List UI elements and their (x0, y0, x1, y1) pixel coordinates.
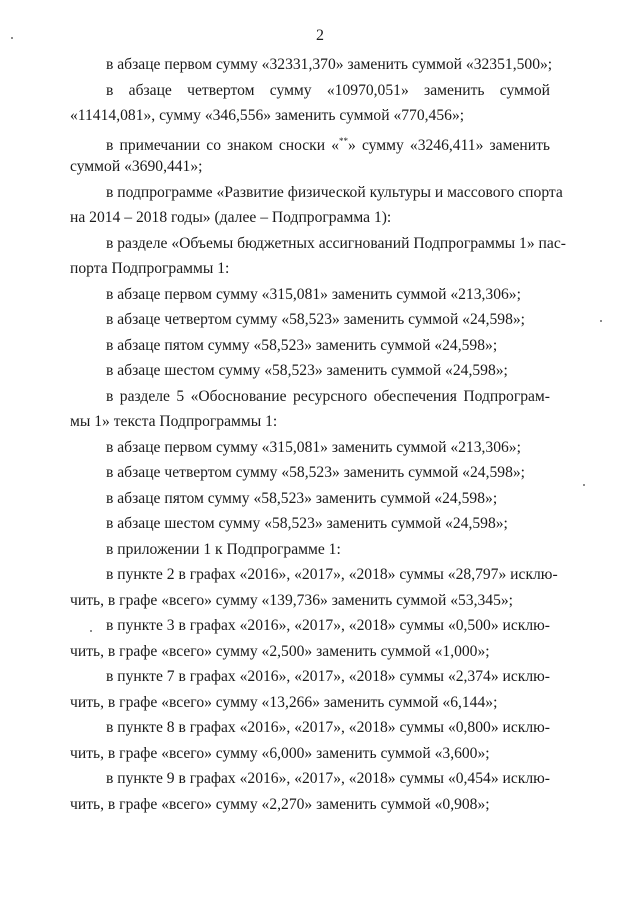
paragraph-line: в абзаце четвертом сумму «10970,051» заменить суммой (106, 81, 550, 99)
line-text: » сумму «3246,411» заменить (348, 136, 550, 154)
document-body (70, 52, 566, 817)
paragraph-line: в пункте 2 в графах «2016», «2017», «2018» суммы «28,797» исклю- (106, 566, 558, 583)
paragraph-line: в абзаце шестом сумму «58,523» заменить суммой «24,598»; (106, 362, 508, 379)
paragraph-line: в пункте 3 в графах «2016», «2017», «2018» суммы «0,500» исклю- (106, 617, 550, 634)
paragraph-line: порта Подпрограммы 1: (70, 260, 230, 277)
paragraph-line: на 2014 – 2018 годы» (далее – Подпрограмма 1): (70, 209, 392, 226)
paragraph-line: мы 1» текста Подпрограммы 1: (70, 413, 278, 430)
paragraph-line: в абзаце первом сумму «315,081» заменить суммой «213,306»; (106, 285, 521, 303)
paragraph-line: «11414,081», сумму «346,556» заменить суммой «770,456»; (70, 107, 465, 124)
line-text: в примечании со знаком сноски « (106, 136, 340, 154)
paragraph-line: в абзаце первом сумму «315,081» заменить суммой «213,306»; (106, 438, 521, 456)
paragraph-line: в пункте 8 в графах «2016», «2017», «2018» суммы «0,800» исклю- (106, 719, 550, 736)
paragraph-line: в абзаце пятом сумму «58,523» заменить суммой «24,598»; (106, 336, 498, 354)
paragraph-line (70, 129, 550, 155)
scan-speck (90, 630, 92, 632)
paragraph-line: в абзаце четвертом сумму «58,523» заменить суммой «24,598»; (106, 464, 525, 481)
paragraph-line: в абзаце первом сумму «32331,370» заменить суммой «32351,500»; (106, 56, 553, 73)
paragraph-line: в абзаце шестом сумму «58,523» заменить суммой «24,598»; (106, 515, 508, 532)
scan-speck (583, 484, 585, 486)
paragraph-line: чить, в графе «всего» сумму «6,000» заменить суммой «3,600»; (70, 744, 490, 762)
paragraph-line: в пункте 9 в графах «2016», «2017», «2018» суммы «0,454» исклю- (106, 770, 550, 787)
paragraph-line: чить, в графе «всего» сумму «139,736» заменить суммой «53,345»; (70, 591, 513, 609)
scan-speck (600, 320, 602, 322)
paragraph-line: чить, в графе «всего» сумму «13,266» заменить суммой «6,144»; (70, 693, 498, 711)
page-number: 2 (316, 27, 324, 44)
paragraph-line: в приложении 1 к Подпрограмме 1: (106, 540, 341, 558)
scan-speck (11, 37, 13, 39)
paragraph-line: в абзаце пятом сумму «58,523» заменить суммой «24,598»; (106, 489, 498, 507)
paragraph-line: в пункте 7 в графах «2016», «2017», «2018» суммы «2,374» исклю- (106, 668, 550, 685)
paragraph-line: суммой «3690,441»; (70, 158, 203, 175)
paragraph-line: в разделе «Объемы бюджетных ассигнований Подпрограммы 1» пас- (106, 234, 566, 252)
paragraph-line: в разделе 5 «Обоснование ресурсного обеспечения Подпрограм- (106, 387, 550, 405)
paragraph-line: чить, в графе «всего» сумму «2,270» заменить суммой «0,908»; (70, 795, 490, 813)
footnote-mark: ** (339, 135, 349, 146)
paragraph-line: в абзаце четвертом сумму «58,523» заменить суммой «24,598»; (106, 311, 525, 328)
paragraph-line: в подпрограмме «Развитие физической культуры и массового спорта (106, 183, 563, 201)
paragraph-line: чить, в графе «всего» сумму «2,500» заменить суммой «1,000»; (70, 642, 490, 660)
